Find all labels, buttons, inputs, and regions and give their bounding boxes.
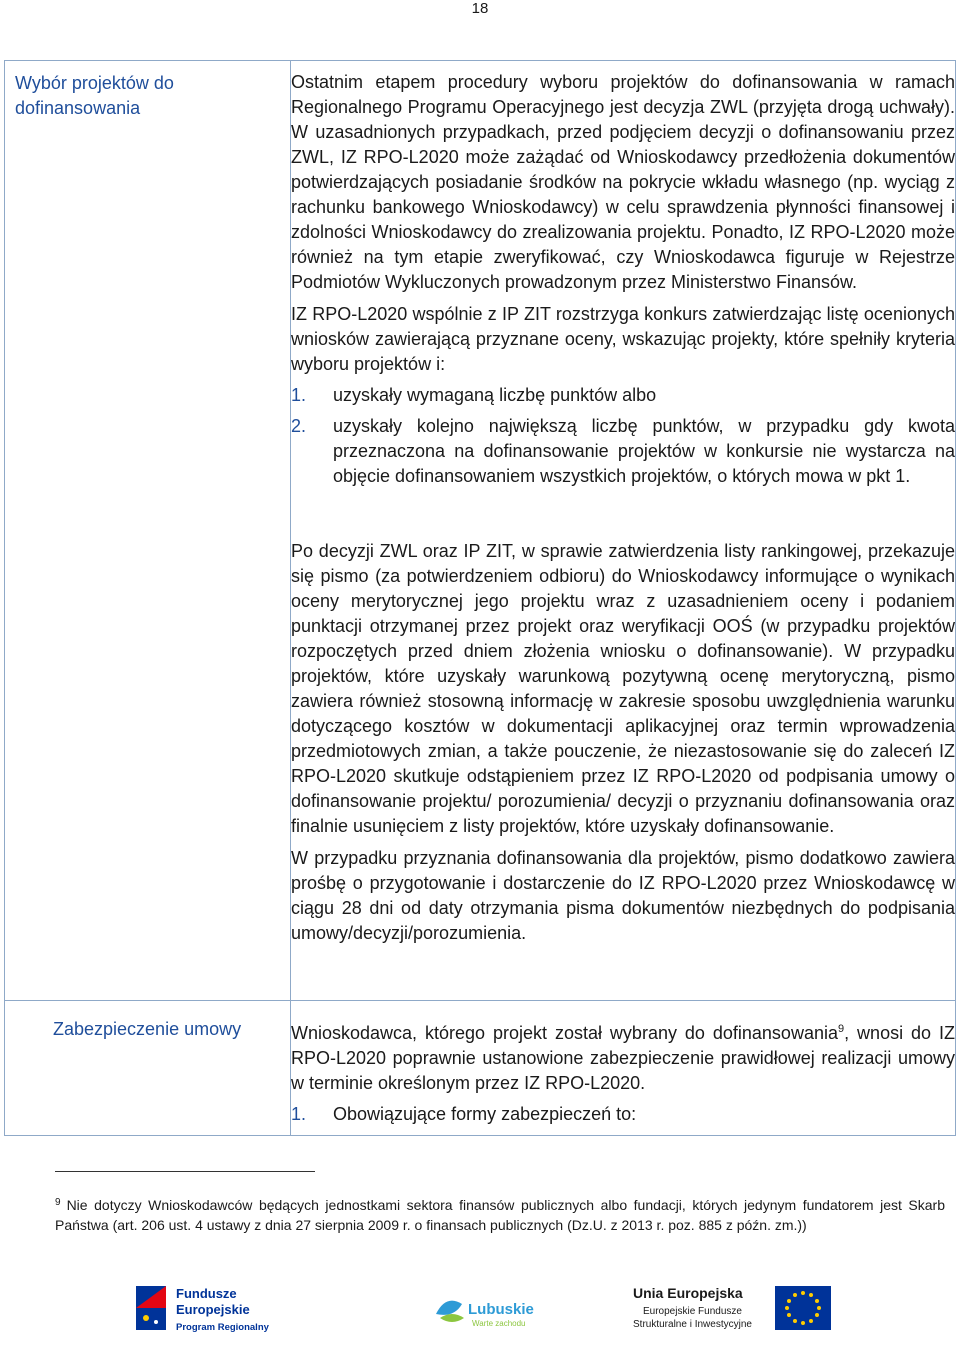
logo-text: Lubuskie: [468, 1301, 534, 1318]
list-number: 1.: [291, 385, 307, 405]
logo-text: Europejskie: [176, 1302, 250, 1317]
list-number: 1.: [291, 1104, 307, 1124]
list-item: [291, 414, 955, 489]
paragraph-text: Wnioskodawca, którego projekt został wybrany do dofinansowania: [291, 1023, 838, 1043]
list-text: uzyskały kolejno największą liczbę punktów, w przypadku gdy kwota przeznaczona na dofinansowanie projektów w konkursie nie wystarcza na objęcie dofinansowaniem wszystkich projektów, o których mowa w pkt 1.: [333, 416, 955, 486]
paragraph: Po decyzji ZWL oraz IP ZIT, w sprawie zatwierdzenia listy rankingowej, przekazuje się pismo (za potwierdzeniem odbioru) do Wnioskodawcy informujące o wynikach oceny merytorycznej jego projektu wraz z uzasadnieniem oceny i podaniem punktacji otrzymanej przez projekt oraz weryfikacji OOŚ (w przypadku projektów rozpoczętych przed dniem złożenia wniosku o dofinansowanie). W przypadku projektów, które uzyskały warunkową pozytywną ocenę merytoryczną, pismo zawiera również stosowną informację w zakresie sposobu uwzględnienia warunku dotyczącego kosztów w dokumentacji aplikacyjnej oraz termin wprowadzenia przedmiotowych zmian, a także pouczenie, że niezastosowanie się do zaleceń IZ RPO-L2020 skutkuje odstąpieniem przez IZ RPO-L2020 od podpisania umowy o dofinansowanie projektu/ porozumienia/ decyzji o przyznaniu dofinansowania oraz finalnie usunięciem z listy projektów, które uzyskały dofinansowanie.: [291, 541, 955, 836]
footnote-separator: [55, 1171, 315, 1172]
row-content-cell: [291, 61, 956, 1001]
procedure-table: [4, 60, 956, 1136]
footnote: [55, 1193, 945, 1235]
table-row: [5, 1001, 956, 1136]
logo-text: Strukturalne i Inwestycyjne: [633, 1319, 752, 1330]
row-label-cell: [5, 1001, 291, 1136]
table-row: [5, 61, 956, 1001]
row-content-cell: [291, 1001, 956, 1136]
lubuskie-logo: [432, 1288, 547, 1333]
fundusze-europejskie-logo: [132, 1278, 292, 1338]
logo-text: Program Regionalny: [176, 1322, 269, 1333]
paragraph: Ostatnim etapem procedury wyboru projektów do dofinansowania w ramach Regionalnego Programu Operacyjnego jest decyzja ZWL (przyjęta drogą uchwały). W uzasadnionych przypadkach, przed podjęciem decyzji o dofinansowaniu przez ZWL, IZ RPO-L2020 może zażądać od Wnioskodawcy przedłożenia dokumentów potwierdzających posiadanie środków na pokrycie wkładu własnego (np. wyciąg z rachunku bankowego Wnioskodawcy) w celu sprawdzenia płynności finansowej i zdolności Wnioskodawcy do zrealizowania projektu. Ponadto, IZ RPO-L2020 może również na tym etapie zweryfikować, czy Wnioskodawca figuruje w Rejestrze Podmiotów Wykluczonych prowadzonym przez Ministerstwo Finansów.: [291, 72, 955, 292]
unia-europejska-logo: [633, 1282, 833, 1334]
footnote-mark: 9: [55, 1197, 61, 1208]
paragraph: W przypadku przyznania dofinansowania dla projektów, pismo dodatkowo zawiera prośbę o przygotowanie i dostarczenie do IZ RPO-L2020 przez Wnioskodawcę w ciągu 28 dni od daty otrzymania pisma dokumentów niezbędnych do podpisania umowy/decyzji/porozumienia.: [291, 848, 955, 943]
row-label: Zabezpieczenie umowy: [53, 1019, 242, 1039]
list-item: [291, 383, 955, 408]
logo-text: Unia Europejska: [633, 1285, 743, 1301]
list-text: Obowiązujące formy zabezpieczeń to:: [333, 1104, 637, 1124]
logo-text: Fundusze: [176, 1286, 237, 1301]
paragraph-text: , wnosi do IZ RPO-L2020 poprawnie ustanowione zabezpieczenie prawidłowej realizacji umowy w terminie określonym przez IZ RPO-L2020.: [291, 1023, 955, 1093]
list-text: uzyskały wymaganą liczbę punktów albo: [333, 385, 657, 405]
paragraph: [291, 1017, 955, 1096]
logo-text: Europejskie Fundusze: [643, 1306, 742, 1317]
footnote-text: Nie dotyczy Wnioskodawców będących jednostkami sektora finansów publicznych albo fundacji, których jedynym fundatorem jest Skarb Państwa (art. 206 ust. 4 ustawy z dnia 27 sierpnia 2009 r. o finansach publicznych (Dz.U. z 2013 r. poz. 885 z późn. zm.)): [55, 1197, 945, 1233]
row-label: Wybór projektów do dofinansowania: [15, 73, 174, 118]
page-number: 18: [471, 0, 489, 17]
paragraph: IZ RPO-L2020 wspólnie z IP ZIT rozstrzyga konkurs zatwierdzając listę ocenionych wniosków zawierającą przyznane oceny, wskazując projekty, które spełniły kryteria wyboru projektów i:: [291, 304, 955, 374]
logo-text: Warte zachodu: [472, 1319, 526, 1328]
logo-bar: [0, 1270, 960, 1345]
list-number: 2.: [291, 416, 307, 436]
footnote-reference[interactable]: 9: [837, 1023, 845, 1035]
list-item: [291, 1102, 955, 1127]
row-label-cell: [5, 61, 291, 1001]
